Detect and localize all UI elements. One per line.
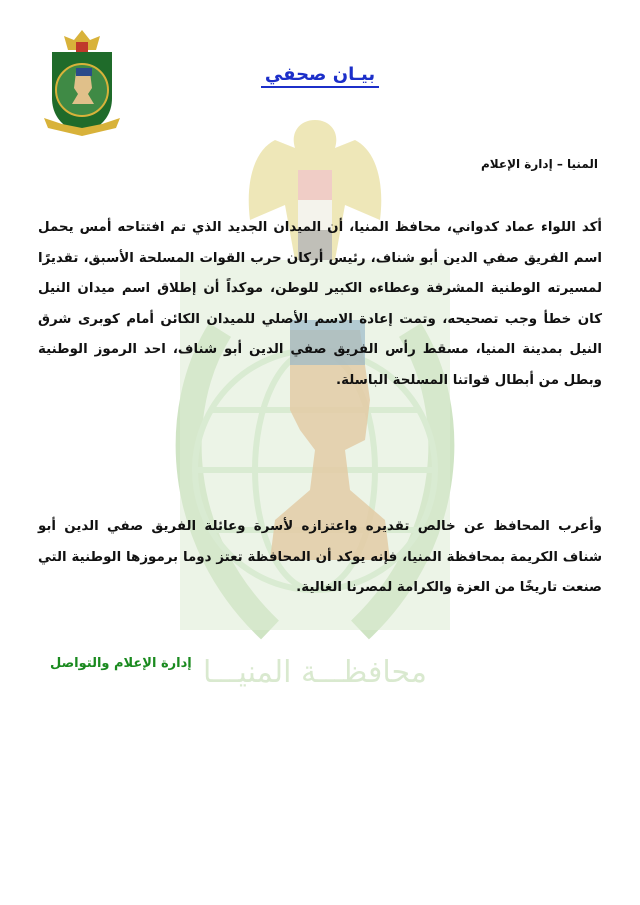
governorate-watermark [150, 110, 480, 730]
watermark-text: محافظـــة المنيـــا [203, 655, 427, 690]
paragraph-1: أكد اللواء عماد كدواني، محافظ المنيا، أن الميدان الجديد الذي تم افتتاحه أمس يحمل اسم الفريق صفي الدين أبو شناف، رئيس أركان حرب القوات المسلحة الأسبق، تقديرًا لمسيرته الوطنية المشرفة وعطاءه الكبير للوطن، موكداً أن إطلاق اسم ميدان النيل كان خطأ وجب تصحيحه، وتمت إعادة الاسم الأصلي للميدان الكائن أمام كوبرى شرق النيل بمدينة المنيا، مسقط رأس الفريق صفي الدين أبو شناف، احد الرموز الوطنية وبطل من أبطال قواتنا المسلحة الباسلة. [38, 220, 602, 388]
signature: إدارة الإعلام والتواصل [50, 656, 192, 671]
title-text: بيـان صحفي [261, 64, 379, 88]
dateline: المنيا – إدارة الإعلام [480, 157, 598, 171]
paragraph-2: وأعرب المحافظ عن خالص تقديره واعتزازه لأسرة وعائلة الفريق صفي الدين أبو شناف الكريمة بمحافظة المنيا، فإنه يوكد أن المحافظة تعتز دوما برموزها الوطنية التي صنعت تاريخًا من العزة والكرامة لمصرنا الغالية. [38, 519, 602, 595]
page-title [0, 64, 640, 85]
